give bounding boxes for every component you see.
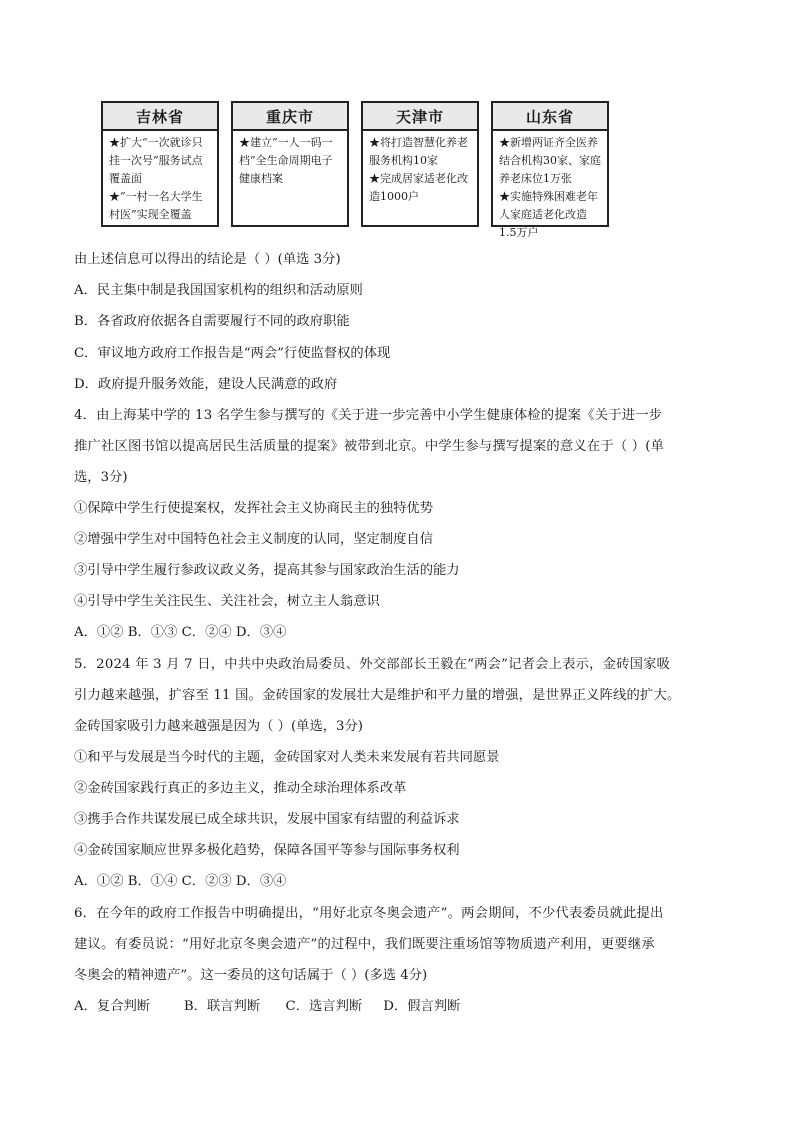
card-item: ★新增两证齐全医养结合机构30家、家庭养老床位1万张 (499, 136, 601, 185)
card-title: 重庆市 (233, 103, 347, 131)
card-item: ★完成居家适老化改造1000户 (369, 172, 468, 203)
q6-stem-line: 建议。有委员说：“用好北京冬奥会遗产”的过程中，我们既要注重场馆等物质遗产利用，更要继承 (74, 937, 655, 952)
q4-stem-line: 推广社区图书馆以提高居民生活质量的提案》被带到北京。中学生参与撰写提案的意义在于（ ）(单 (74, 439, 665, 454)
province-cards (101, 101, 609, 239)
q5-stem-line: 引力越来越强，扩容至 11 国。金砖国家的发展壮大是维护和平力量的增强，是世界正义阵线的扩大。 (74, 688, 681, 703)
card-tianjin (361, 101, 479, 227)
q4-statement: ④引导中学生关注民生、关注社会，树立主人翁意识 (74, 594, 380, 609)
q5-statement: ②金砖国家践行真正的多边主义，推动全球治理体系改革 (74, 781, 407, 796)
q5-statement: ④金砖国家顺应世界多极化趋势，保障各国平等参与国际事务权利 (74, 843, 460, 858)
q4-stem-line: 选，3分) (74, 470, 128, 485)
q3-option-a: A．民主集中制是我国国家机构的组织和活动原则 (74, 283, 363, 298)
q6-answers: A．复合判断 B．联言判断 C．选言判断 D．假言判断 (74, 999, 461, 1014)
card-title: 山东省 (493, 103, 607, 131)
card-shandong (491, 101, 609, 239)
q5-statement: ③携手合作共谋发展已成全球共识，发展中国家有结盟的利益诉求 (74, 812, 460, 827)
q5-answers: A．①② B．①④ C．②③ D．③④ (74, 874, 287, 889)
q5-stem-line: 金砖国家吸引力越来越强是因为（ ）(单选，3分) (74, 719, 363, 734)
q6-stem-line: 冬奥会的精神遗产”。这一委员的这句话属于（ ）(多选 4分) (74, 968, 428, 983)
q5-stem-line: 5．2024 年 3 月 7 日，中共中央政治局委员、外交部部长王毅在“两会”记者会上表示，金砖国家吸 (74, 657, 671, 672)
q5-statement: ①和平与发展是当今时代的主题，金砖国家对人类未来发展有若共同愿景 (74, 750, 500, 765)
card-title: 吉林省 (103, 103, 217, 131)
q4-answers: A．①② B．①③ C．②④ D．③④ (74, 625, 287, 640)
card-item: ★将打造智慧化养老服务机构10家 (369, 136, 468, 167)
q3-option-c: C．审议地方政府工作报告是“两会”行使监督权的体现 (74, 346, 391, 361)
card-title: 天津市 (363, 103, 477, 131)
q4-statement: ③引导中学生履行参政议政义务，提高其参与国家政治生活的能力 (74, 563, 460, 578)
q4-statement: ②增强中学生对中国特色社会主义制度的认同，坚定制度自信 (74, 532, 434, 547)
card-item: ★“一村一名大学生村医”实现全覆盖 (109, 190, 203, 221)
q3-stem: 由上述信息可以得出的结论是（ ）(单选 3分) (74, 252, 341, 267)
q3-option-d: D．政府提升服务效能，建设人民满意的政府 (74, 377, 338, 392)
card-item: ★实施特殊困难老年人家庭适老化改造1.5万户 (499, 190, 598, 239)
card-jilin (101, 101, 219, 227)
q6-stem-line: 6．在今年的政府工作报告中明确提出，“用好北京冬奥会遗产”。两会期间，不少代表委员就此提出 (74, 906, 664, 921)
card-chongqing (231, 101, 349, 227)
q4-statement: ①保障中学生行使提案权，发挥社会主义协商民主的独特优势 (74, 501, 434, 516)
card-item: ★建立“一人一码一档”全生命周期电子健康档案 (239, 136, 333, 185)
q3-option-b: B．各省政府依据各自需要履行不同的政府职能 (74, 314, 350, 329)
q4-stem-line: 4．由上海某中学的 13 名学生参与撰写的《关于进一步完善中小学生健康体检的提案《关于进一步 (74, 408, 663, 423)
card-item: ★扩大“一次就诊只挂一次号”服务试点覆盖面 (109, 136, 203, 185)
